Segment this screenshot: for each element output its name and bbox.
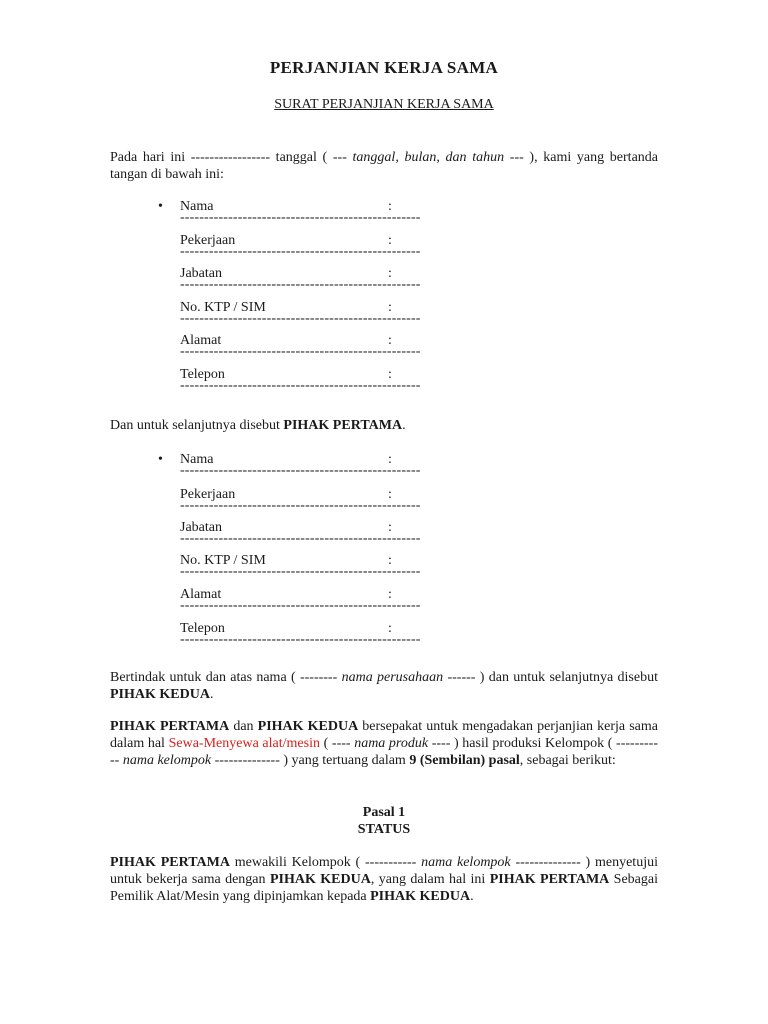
field-label: Telepon (180, 367, 225, 382)
field-blank-line: -------------------------------------------------- (180, 378, 421, 393)
field-blank-line: -------------------------------------------------- (180, 311, 421, 326)
party1-field-ktp (180, 299, 445, 333)
field-colon: : (388, 553, 392, 568)
party1-field-nama (180, 198, 445, 232)
pasal1-heading: STATUS (357, 822, 411, 837)
pasal1-paragraph (110, 854, 658, 905)
party1-field-telepon (180, 366, 445, 400)
field-label: Nama (180, 199, 214, 214)
field-label: No. KTP / SIM (180, 553, 266, 568)
party2-name: PIHAK KEDUA (269, 872, 371, 887)
field-blank-line: -------------------------------------------------- (180, 344, 421, 359)
party1-field-pekerjaan (180, 232, 445, 266)
field-colon: : (388, 587, 392, 602)
pasal1-number: Pasal 1 (362, 805, 406, 820)
party1-statement (110, 417, 658, 434)
intro-paragraph (110, 149, 658, 183)
party1-name: PIHAK PERTAMA (110, 855, 230, 870)
group-name-placeholder: nama kelompok (421, 855, 511, 870)
agreement-text: ( ---- (319, 736, 355, 751)
intro-text: Pada hari ini ----------------- tanggal ( --- (110, 150, 353, 165)
agreement-paragraph (110, 718, 658, 769)
party2-name: PIHAK KEDUA (257, 719, 359, 734)
party2-field-list (110, 451, 670, 651)
agreement-text: bersepakat untuk mengadakan perjanjian kerja sama dalam hal (110, 719, 658, 751)
statement-end: . (402, 418, 406, 433)
statement-text: Bertindak untuk dan atas nama ( -------- (110, 670, 342, 685)
party2-field-ktp (180, 552, 445, 586)
party2-field-jabatan (180, 519, 445, 553)
party2-field-nama (180, 451, 445, 485)
party1-field-list (110, 198, 670, 398)
company-name-placeholder: nama perusahaan (341, 670, 444, 685)
field-label: Alamat (180, 587, 222, 602)
field-colon: : (388, 621, 392, 636)
party1-field-alamat (180, 332, 445, 366)
field-blank-line: -------------------------------------------------- (180, 498, 421, 513)
list-bullet: • (158, 199, 163, 214)
party2-field-telepon (180, 620, 445, 654)
statement-text: Dan untuk selanjutnya disebut (110, 418, 284, 433)
party1-name: PIHAK PERTAMA (283, 418, 403, 433)
agreement-subject-highlight: Sewa-Menyewa alat/mesin (168, 736, 320, 751)
field-blank-line: -------------------------------------------------- (180, 531, 421, 546)
pasal1-text: Sebagai Pemilik Alat/Mesin yang dipinjamkan kepada (110, 872, 658, 904)
field-colon: : (388, 266, 392, 281)
group-name-placeholder: nama kelompok (122, 753, 212, 768)
statement-end: . (209, 687, 214, 702)
field-label: Jabatan (180, 266, 222, 281)
field-colon: : (388, 300, 392, 315)
agreement-text: ---- ) hasil produksi Kelompok ( ----------- (110, 736, 659, 768)
field-label: Nama (180, 452, 214, 467)
field-label: No. KTP / SIM (180, 300, 266, 315)
party1-name: PIHAK PERTAMA (110, 719, 230, 734)
document-subtitle: SURAT PERJANJIAN KERJA SAMA (274, 97, 494, 112)
field-blank-line: -------------------------------------------------- (180, 463, 421, 478)
field-blank-line: -------------------------------------------------- (180, 210, 421, 225)
statement-text-mid: ------ ) dan untuk selanjutnya disebut (443, 670, 658, 685)
party2-field-alamat (180, 586, 445, 620)
field-label: Jabatan (180, 520, 222, 535)
field-label: Alamat (180, 333, 222, 348)
party1-field-jabatan (180, 265, 445, 299)
article-count: 9 (Sembilan) pasal (409, 753, 520, 768)
party2-name: PIHAK KEDUA (110, 687, 210, 702)
pasal1-text: mewakili Kelompok ( ----------- (229, 855, 422, 870)
agreement-text: , sebagai berikut: (519, 753, 616, 768)
party2-statement (110, 669, 658, 703)
field-colon: : (388, 367, 392, 382)
field-colon: : (388, 452, 392, 467)
party2-name: PIHAK KEDUA (370, 889, 471, 904)
pasal1-text: -------------- ) menyetujui untuk bekerja sama dengan (110, 855, 658, 887)
intro-text-end: --- ), kami yang bertanda tangan di bawah ini: (110, 150, 658, 182)
field-blank-line: -------------------------------------------------- (180, 632, 421, 647)
field-blank-line: -------------------------------------------------- (180, 564, 421, 579)
field-colon: : (388, 199, 392, 214)
intro-date-placeholder: tanggal, bulan, dan tahun (352, 150, 505, 165)
field-blank-line: -------------------------------------------------- (180, 244, 421, 259)
party1-name: PIHAK PERTAMA (489, 872, 610, 887)
party2-field-pekerjaan (180, 486, 445, 520)
pasal1-text: , yang dalam hal ini (370, 872, 490, 887)
document-title: PERJANJIAN KERJA SAMA (269, 58, 499, 77)
field-label: Pekerjaan (180, 487, 236, 502)
agreement-text: -------------- ) yang tertuang dalam (211, 753, 410, 768)
field-label: Pekerjaan (180, 233, 236, 248)
product-name-placeholder: nama produk (354, 736, 429, 751)
field-colon: : (388, 487, 392, 502)
field-blank-line: -------------------------------------------------- (180, 598, 421, 613)
agreement-text: dan (229, 719, 258, 734)
field-colon: : (388, 233, 392, 248)
pasal1-text: . (470, 889, 474, 904)
field-blank-line: -------------------------------------------------- (180, 277, 421, 292)
field-label: Telepon (180, 621, 225, 636)
field-colon: : (388, 520, 392, 535)
field-colon: : (388, 333, 392, 348)
list-bullet: • (158, 452, 163, 467)
